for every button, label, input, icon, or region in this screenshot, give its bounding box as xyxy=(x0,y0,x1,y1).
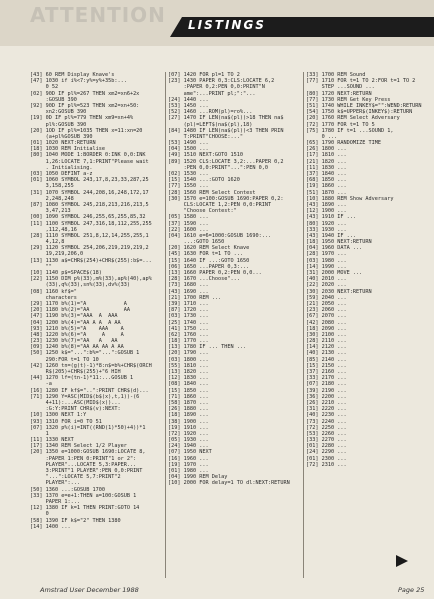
listing-line: 290:FOR t=1 TO 10 xyxy=(30,356,99,363)
listing-line: [40] 2130 ... xyxy=(306,350,347,357)
listing-line: [18] 1890 ... xyxy=(168,412,209,419)
listing-line: [12] 1380 IF k=1 THEN PRINT:GOTO 14 xyxy=(30,505,140,512)
listing-line: [03] 1980 ... xyxy=(306,257,347,264)
listing-line: [31] 1070 SYMBOL 244,208,16,248,172,17 xyxy=(30,189,149,196)
listing-line: [62] 1760 ... xyxy=(168,331,209,338)
listing-line: [12] 1830 ... xyxy=(168,375,209,382)
listing-line: [77] 1550 ... xyxy=(168,183,209,190)
listing-line: [37] 1840 ... xyxy=(306,171,347,177)
listing-line: [12] 1900 ... xyxy=(306,208,347,215)
listing-line: [52] 1460 ...ROM(pl)=ro%... xyxy=(168,109,253,116)
continue-arrow-icon xyxy=(396,555,408,567)
listing-line: [15] 2150 ... xyxy=(306,362,347,369)
listing-line: [84] 1480 IF LEN(na$(pl))<3 THEN PRIN xyxy=(168,127,284,134)
listing-line: [73] 1680 ... xyxy=(168,282,209,289)
listing-line: [77] 1730 REM Get Key Press xyxy=(306,96,391,103)
listing-line: [07] 2180 ... xyxy=(306,381,347,388)
listing-line: characters xyxy=(30,294,77,301)
listing-line: [31] 2220 ... xyxy=(306,406,347,413)
listing-line: [28] 1560 REM Select Contest xyxy=(168,189,256,196)
listing-line: [20] 1OD IF pl%=1035 THEN x=11:xn=20 xyxy=(30,127,143,134)
listing-line: [13] 1820 ... xyxy=(168,369,209,375)
listing-line: [11] 1830 ... xyxy=(306,164,347,171)
listing-line: [14] 1400 ... xyxy=(30,523,71,530)
listing-line: [28] 1670 ...Choose"... xyxy=(168,276,240,283)
listing-line: [50] 1250 k$="...":b%="...":GOSUB 1 xyxy=(30,350,140,357)
listing-line: ame":...PRINT pl;":"... xyxy=(168,90,256,97)
listing-line: [53] 1490 ... xyxy=(168,140,209,147)
listing-line: [20] 1180 b%(2)="AA AA xyxy=(30,307,130,314)
listing-line: T:PRINT"CHOOSE:..." xyxy=(168,133,243,140)
listing-line: [33] 2270 ... xyxy=(306,437,347,444)
listing-line: [24] 1440 ... xyxy=(168,96,209,103)
listing-line: [93] 1310 FOR i=0 TO 51 xyxy=(30,418,102,425)
listing-line: [19] 1860 ... xyxy=(306,183,347,190)
listing-line: [02] 90D IF pl%=267 THEN xm2=xn6+2x xyxy=(30,90,140,97)
listing-line: [71] 1290 Y=ASC(MID$(b$(x),t,1))-(6 xyxy=(30,393,140,400)
listing-line: [26] 2210 ... xyxy=(306,399,347,406)
listing-line: :GOSUB 390 xyxy=(30,96,77,103)
listing-line: [10] 2000 FOR delay=1 TO dl:NEXT:RETURN xyxy=(168,480,290,487)
listing-line: [41] 1750 ... xyxy=(168,325,209,332)
listing-line: [67] 2070 ... xyxy=(306,313,347,320)
listing-line: R$(205)+CHR$(255)+"6 HIH xyxy=(30,369,121,375)
footer-page-number: Page 25 xyxy=(398,586,425,594)
listing-line: [17] 1340 REM Select 1/2 Player xyxy=(30,443,127,450)
listing-line: [19] 0D IF pl%=779 THEN xm9=xn+4% xyxy=(30,115,134,122)
listing-line: [27] 1470 IF LEN(na$(pl))>18 THEN na$ xyxy=(168,115,284,122)
listing-line: PAPER 1:... xyxy=(30,498,80,505)
listing-line: [18] 1030 REM Initialise xyxy=(30,146,105,153)
listing-line: [33] 2170 ... xyxy=(306,375,347,382)
listing-line: [58] 1870 ... xyxy=(168,399,209,406)
listing-line: [80] 1720 NEXT:RETURN xyxy=(306,90,372,97)
listing-line: [21] 1820 ... xyxy=(306,158,347,165)
listing-line: 0 xyxy=(30,511,49,518)
listing-line: [43] 60 REM Display Knave's xyxy=(30,72,115,78)
listing-line: [53] 2260 ... xyxy=(306,430,347,437)
listing-line: [01] 2300 ... xyxy=(306,455,347,462)
listing-line: [16] 1280 IF kf$="..":PRINT CHR$(d)... xyxy=(30,387,149,394)
listing-line: [55] 1810 ... xyxy=(168,362,209,369)
listing-line: [24] 2290 ... xyxy=(306,449,347,456)
listing-line: [22] 1150 DIM p%(33),m%(33),ap%(40),ap% xyxy=(30,276,152,283)
listing-line: [45] 1630 FOR t=1 TO ... xyxy=(168,251,243,258)
listing-line: [18] 1770 ... xyxy=(168,338,209,345)
listing-line: [51] 1740 WHILE INKEY$="":WEND:RETURN xyxy=(306,102,422,109)
listing-line: [07] 1950 NEXT xyxy=(168,449,212,456)
listing-line: [26] 1880 ... xyxy=(168,406,209,413)
listing-line: [13] 1660 PAPER 0,2:PEN 0,0... xyxy=(168,270,262,276)
listing-line: [00] 1090 SYMBOL 246,255,65,255,85,32 xyxy=(30,214,146,221)
listing-line: [54] 1750 k$=UPPER$(INKEY$):RETURN xyxy=(306,109,413,116)
listing-line: [22] 1600 ... xyxy=(168,226,209,233)
listing-line: [47] 1030 if i%<7:y%=y%+35b:... xyxy=(30,78,127,85)
listing-line: PLAYER":... xyxy=(30,480,80,487)
listing-line: [53] 1450 ... xyxy=(168,102,209,109)
listing-line: [75] 1780 IF t=1 ...SOUND 1, xyxy=(306,127,394,134)
listing-line: [22] 2020 ... xyxy=(306,282,347,289)
listing-line: ...:GOTO 1650 xyxy=(168,239,225,246)
listing-line: [28] 1970 ... xyxy=(306,251,347,258)
listing-line: CLS:LOCATE 1,2:PEN 0,0:PRINT xyxy=(168,201,272,208)
listing-line: STEP ...SOUND ... xyxy=(306,84,375,91)
listing-line: [01] 1020 NEXT:RETURN xyxy=(30,140,96,147)
listing-line: [80] 1040 MODE 1:BORDER 0:INK 0,0:INK xyxy=(30,152,146,159)
listing-line: [14] 1990 ... xyxy=(306,263,347,270)
listing-line: [21] 2050 ... xyxy=(306,300,347,307)
listing-line: [85] 2140 ... xyxy=(306,356,347,363)
listing-line: [10] 1880 REM Show Adversary xyxy=(306,195,394,202)
listing-line: [87] 1080 SYMBOL 245,218,213,216,213,5 xyxy=(30,201,149,208)
listing-line: [37] 1590 ... xyxy=(168,220,209,227)
listing-line: [28] 1110 SYMBOL 251,8,12,14,255,255,1 xyxy=(30,232,149,239)
listing-line: [72] 2250 ... xyxy=(306,424,347,431)
listing-line: (pl)=LEFT$(na$(pl),18) xyxy=(168,121,253,128)
listing-line: [03] 1800 ... xyxy=(168,356,209,363)
column-divider xyxy=(165,72,166,578)
listing-line: :G:Y:PRINT CHR$(v):NEXT: xyxy=(30,406,121,413)
listing-line: [50] 1360 ...:GOSUB 1700 xyxy=(30,486,105,493)
listing-line: [15] 1540 ...:GOTO 1620 xyxy=(168,177,240,184)
listing-line: [09] 1240 b%(8)="AA AA AA A AA xyxy=(30,344,124,351)
listing-line: . Initialising. xyxy=(30,164,93,171)
listing-line: [13] 1780 IF ... THEN ... xyxy=(168,344,247,351)
listing-line: [08] 1840 ... xyxy=(168,381,209,388)
listing-line: [89] 1520 CLS:LOCATE 3,2:...PAPER 0,2 xyxy=(168,158,284,165)
listing-line: [04] 1960 DATA ... xyxy=(306,245,363,252)
listing-line: [05] 1930 ... xyxy=(168,437,209,444)
listing-line: [15] 1640 IF ...:GOTO 1650 xyxy=(168,257,250,264)
listing-line: [38] 1900 ... xyxy=(168,418,209,425)
listing-line: [04] 1990 REM Delay xyxy=(168,474,228,481)
listing-line: (a+pl%GOSUB 390 xyxy=(30,133,93,140)
listing-line: [01] 2280 ... xyxy=(306,443,347,450)
listing-line: [68] 1850 ... xyxy=(306,177,347,184)
listing-column-2 xyxy=(168,72,302,580)
listing-column-1 xyxy=(30,72,164,580)
listing-line: [10] 1300 NEXT 1:Y xyxy=(30,412,87,419)
listing-line: [07] 1420 FOR pl=1 TO 2 xyxy=(168,72,240,78)
listing-line: [14] 2120 ... xyxy=(306,344,347,351)
listing-line: [01] 1060 SYMBOL 243,17,8,23,33,287,25 xyxy=(30,177,149,184)
listing-line: [13] 1130 a$=CHR$(254)+CHR$(255):b$=... xyxy=(30,257,152,264)
listing-line: [29] 1120 SYMBOL 254,206,219,219,219,2 xyxy=(30,245,149,252)
listing-line: [92] 90D IF pl%=523 THEN xm2=xn+50: xyxy=(30,102,140,109)
listing-line: [72] 2310 ... xyxy=(306,461,347,468)
listing-line: [72] 1920 ... xyxy=(168,430,209,437)
listing-line: [15] 1850 ... xyxy=(168,387,209,394)
listing-line: [80] 1920 ... xyxy=(306,220,347,227)
listing-line: [49] 1510 NEXT:GOTO 1510 xyxy=(168,152,243,159)
listing-line: 4+11):...ASC(MID$(x))... xyxy=(30,399,121,406)
listing-line: "...":LOCATE 5,7:PRINT"2 xyxy=(30,474,121,481)
listing-line: [31] 2000 MOVE ... xyxy=(306,270,363,276)
listing-line: [30] 1570 e=100:GOSUB 1690:PAPER 0,2: xyxy=(168,195,284,202)
listing-line: [11] 1100 SYMBOL 247,316,18,112,255,255 xyxy=(30,220,152,227)
listing-line: [33] 1930 ... xyxy=(306,226,347,233)
listing-line: [39] 1710 ... xyxy=(168,300,209,307)
listing-line: [87] 1720 ... xyxy=(168,307,209,314)
faded-showthrough xyxy=(30,4,170,40)
listing-line: [11] 1330 NEXT xyxy=(30,437,74,444)
listing-line: [17] 1810 ... xyxy=(306,152,347,159)
listing-line: [03] 1050 DEFINT a-z xyxy=(30,171,93,177)
listing-line: [33] 1700 REM Sound xyxy=(306,72,366,78)
listing-line: [28] 2110 ... xyxy=(306,338,347,345)
listing-line: [58] 1390 IF k$="2" THEN 1380 xyxy=(30,517,121,524)
listing-line: [23] 2060 ... xyxy=(306,307,347,314)
listing-line: [43] 1940 IF ... xyxy=(306,232,356,239)
listing-line: [18] 2090 ... xyxy=(306,325,347,332)
listing-line: -a xyxy=(30,381,52,388)
listing-line: [72] 1770 FOR t=1 TO 5 xyxy=(306,121,375,128)
listing-line: [30] 2100 ... xyxy=(306,331,347,338)
listing-line: ,112,48,16 xyxy=(30,226,77,233)
listing-line: [02] 1530 ... xyxy=(168,171,209,177)
listing-line: [73] 2240 ... xyxy=(306,418,347,425)
listing-line: [48] 1220 b%(6)="A A A xyxy=(30,331,124,338)
listing-line: 3:PRINT"1 PLAYER":PEN 0,0:PRINT xyxy=(30,468,143,474)
faded-heading: ATTENTION xyxy=(30,4,166,27)
listing-line: 0 52 xyxy=(30,84,59,91)
listing-line: [51] 1870 ... xyxy=(306,189,347,196)
listing-line: 1,26:LOCATE 7,1:PRINT"Please wait xyxy=(30,158,149,165)
listing-line: [20] 1790 ... xyxy=(168,350,209,357)
listing-line: [01] 1980 ... xyxy=(168,468,209,474)
listing-line: 4,12,8 xyxy=(30,239,65,246)
listing-line: [29] 1170 b%(1)="A A xyxy=(30,300,127,307)
listing-line: [04] 1500 ... xyxy=(168,146,209,153)
listing-line: [33] 1370 e=e+1:THEN a=100:GOSUB 1 xyxy=(30,492,137,499)
listing-line: [43] 1910 IF ... xyxy=(306,214,356,221)
listing-line: 1 xyxy=(30,430,49,437)
listing-line: [93] 1210 b%(5)="A AAA A xyxy=(30,325,124,332)
listing-line: [39] 2190 ... xyxy=(306,387,347,394)
listing-line: 3,47,213 xyxy=(30,208,71,215)
listing-line: [20] 1620 REM Select Knave xyxy=(168,245,250,252)
listing-line: [40] 2230 ... xyxy=(306,412,347,419)
listing-line: :PAPER 0,2:PEN 0,0:PRINT"N xyxy=(168,84,265,91)
listing-line: [24] 1940 ... xyxy=(168,443,209,450)
listing-line: [18] 1950 NEXT:RETURN xyxy=(306,239,372,246)
listing-line: [47] 1190 b%(3)="AAA A AAA xyxy=(30,313,118,320)
listing-line: PLAYER"...LOCATE 5,3:PAPER... xyxy=(30,461,137,468)
listing-line: [04] 1200 b%(4)="AA A A A AA xyxy=(30,319,121,326)
listing-column-3 xyxy=(306,72,424,580)
listing-line: [42] 1260 tn=(g(t)-1)*8:n$=b%+CHR$(ORCH xyxy=(30,362,152,369)
listing-line: [44] 1270 lf=(tn-1)*11:...GOSUB 1 xyxy=(30,375,134,382)
listing-line: xn2:GOSUB 390 xyxy=(30,109,87,116)
listing-line: [42] 2080 ... xyxy=(306,319,347,326)
listing-line: [03] 1730 ... xyxy=(168,313,209,320)
footer-publication: Amstrad User December 1988 xyxy=(40,586,139,594)
listing-line: [25] 1740 ... xyxy=(168,319,209,326)
listing-line: [08] 1160 kf$=" xyxy=(30,288,77,295)
column-divider xyxy=(303,72,304,578)
section-title: LISTINGS xyxy=(188,18,266,32)
listing-line: [30] 2030 NEXT:RETURN xyxy=(306,288,372,295)
listing-line: :PAPER 1:PEN 0:PRINT"1 or 2": xyxy=(30,455,137,462)
listing-line: [07] 1320 p%(i)=INT((RND(1)*50)+4))*1 xyxy=(30,424,146,431)
listing-line: [59] 2040 ... xyxy=(306,294,347,301)
listing-line: [43] 1690 ... xyxy=(168,288,209,295)
listing-line: (33),q%(33),sn%(33),dv%(33) xyxy=(30,282,130,289)
listing-line: :PEN 0,0:PRINT"...":PEN 0,0 xyxy=(168,164,268,171)
listing-line: pl%:GOSUB 390 xyxy=(30,121,87,128)
listing-line: [05] 1580 ... xyxy=(168,214,209,221)
listing-line: [23] 1430 PAPER 0,3:CLS:LOCATE 6,2 xyxy=(168,78,275,85)
listing-line: [19] 1970 ... xyxy=(168,461,209,468)
listing-line: [20] 1760 REM Select Adversary xyxy=(306,115,400,122)
listing-line: [71] 1860 ... xyxy=(168,393,209,400)
listing-line: [16] 1960 ... xyxy=(168,455,209,462)
listing-line: 2,248,248 xyxy=(30,195,74,202)
listing-line: [43] 1890 ... xyxy=(306,201,347,208)
listing-line: [40] 2010 ... xyxy=(306,276,347,283)
listing-line: "" xyxy=(30,263,52,270)
listing-line: [19] 1910 ... xyxy=(168,424,209,431)
listing-line: [20] 1350 e=1000:GOSUB 1690:LOCATE 8, xyxy=(30,449,146,456)
listing-line: [37] 2160 ... xyxy=(306,369,347,375)
listing-line: 3,158,255 xyxy=(30,183,74,190)
listing-line: [23] 1230 b%(7)="AA A AA xyxy=(30,338,118,345)
listing-line: 0 ... xyxy=(306,133,341,140)
listing-line: [77] 1710 FOR t=1 TO 2:FOR t=1 TO 2 xyxy=(306,78,416,85)
listing-line: [04] 1610 e=6=1000:GOSUB 1690:... xyxy=(168,232,272,239)
listing-line: [21] 1700 REM ... xyxy=(168,294,222,301)
listing-line: [36] 2200 ... xyxy=(306,393,347,400)
listing-line: [26] 1800 ... xyxy=(306,146,347,153)
listing-line: [65] 1790 RANDOMIZE TIME xyxy=(306,140,381,147)
listing-line: [10] 1140 p$=SPACE$(18) xyxy=(30,270,102,276)
listing-line: "Choose Contest:" xyxy=(168,208,237,215)
listing-line: 19,219,206,0 xyxy=(30,251,84,258)
listing-line: [06] 1650 ...PAPER 0,3:... xyxy=(168,263,250,270)
